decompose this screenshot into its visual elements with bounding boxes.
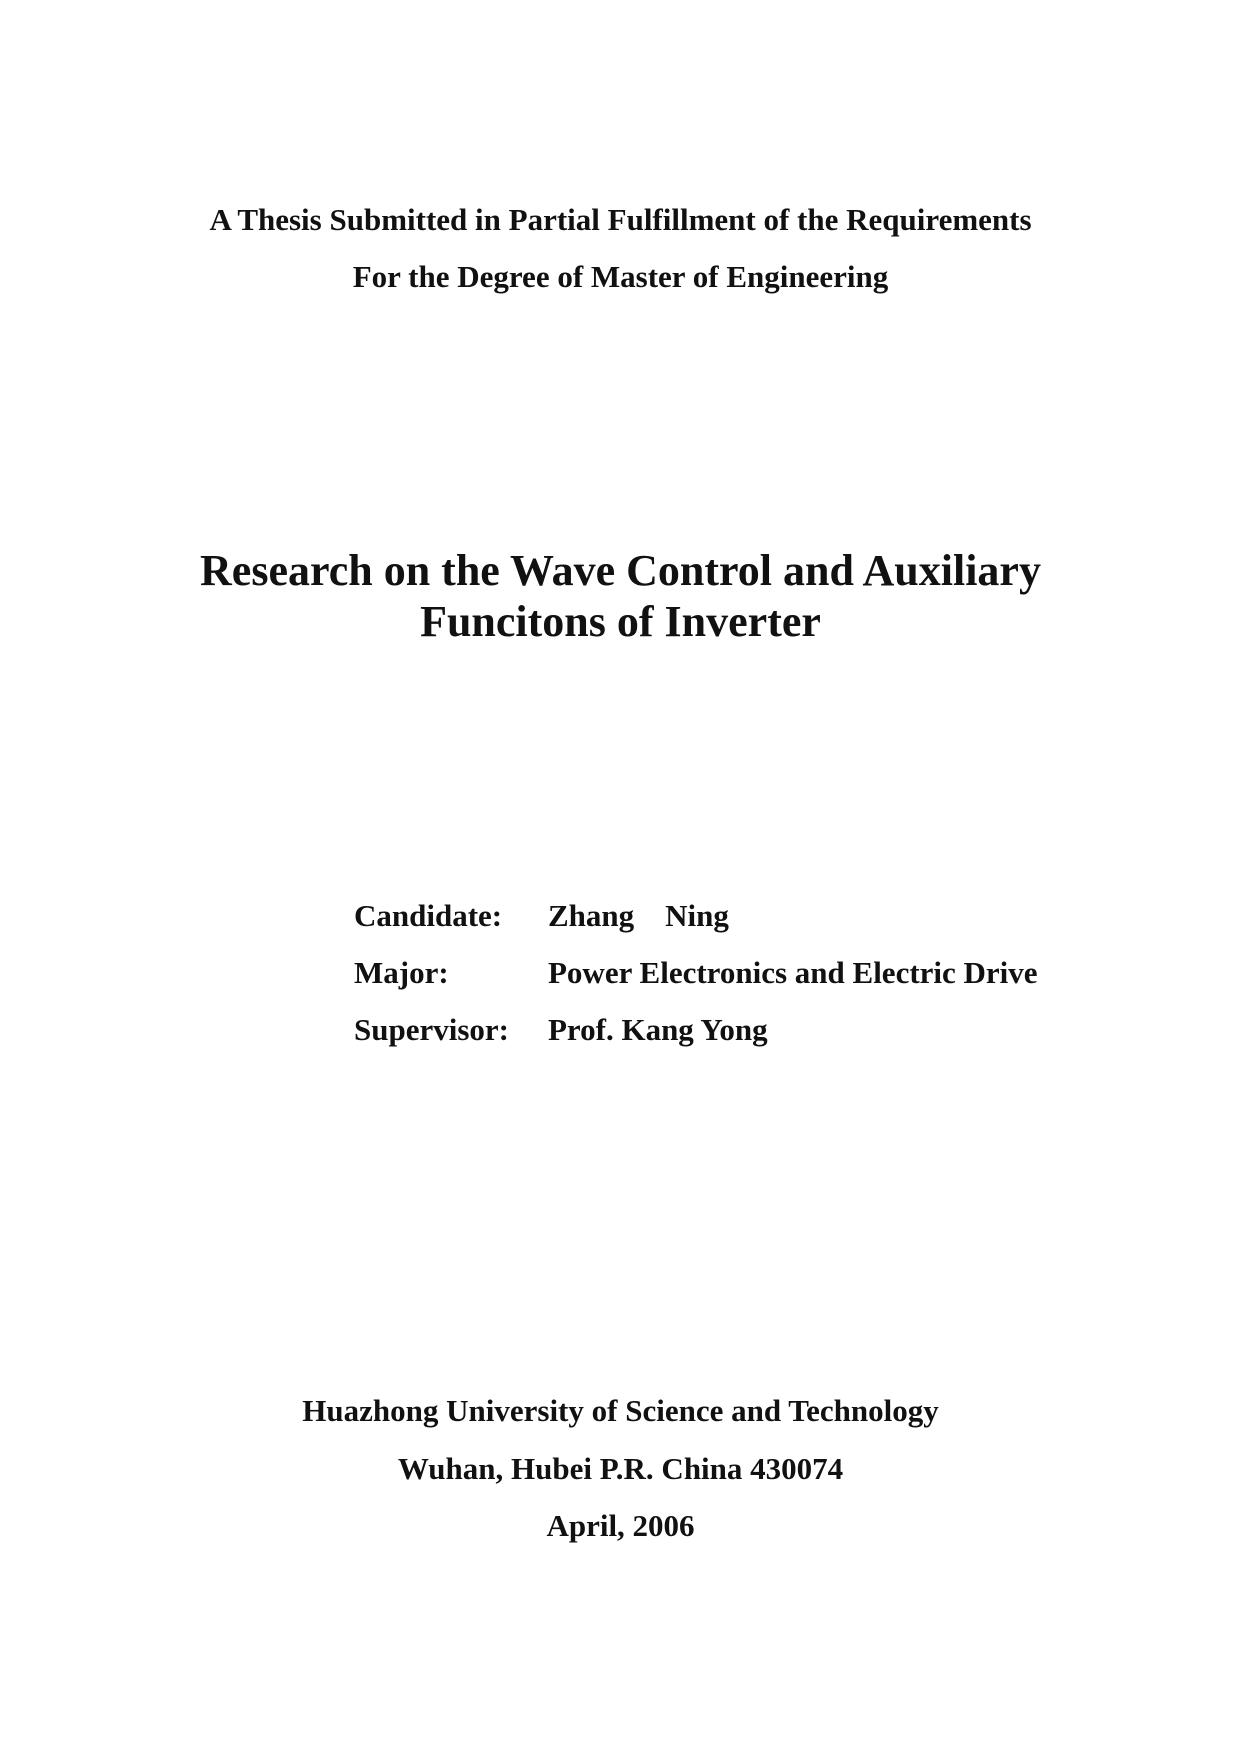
candidate-label: Candidate: xyxy=(354,898,503,933)
supervisor-row xyxy=(354,1012,768,1048)
thesis-title-line-1: Research on the Wave Control and Auxiliary xyxy=(200,546,1041,595)
major-value: Power Electronics and Electric Drive xyxy=(548,955,1038,990)
candidate-value: Zhang Ning xyxy=(548,898,729,933)
supervisor-value: Prof. Kang Yong xyxy=(548,1012,768,1047)
university-name: Huazhong University of Science and Technology xyxy=(302,1393,939,1428)
major-label: Major: xyxy=(354,955,449,990)
degree-statement-line-2: For the Degree of Master of Engineering xyxy=(352,259,889,294)
supervisor-label: Supervisor: xyxy=(354,1012,509,1047)
thesis-title-line-2: Funcitons of Inverter xyxy=(420,597,821,646)
degree-statement-line-1: A Thesis Submitted in Partial Fulfillment of the Requirements xyxy=(209,202,1032,237)
submission-date: April, 2006 xyxy=(546,1508,695,1543)
major-row xyxy=(354,955,1038,991)
university-address: Wuhan, Hubei P.R. China 430074 xyxy=(397,1451,844,1486)
candidate-row xyxy=(354,898,729,934)
